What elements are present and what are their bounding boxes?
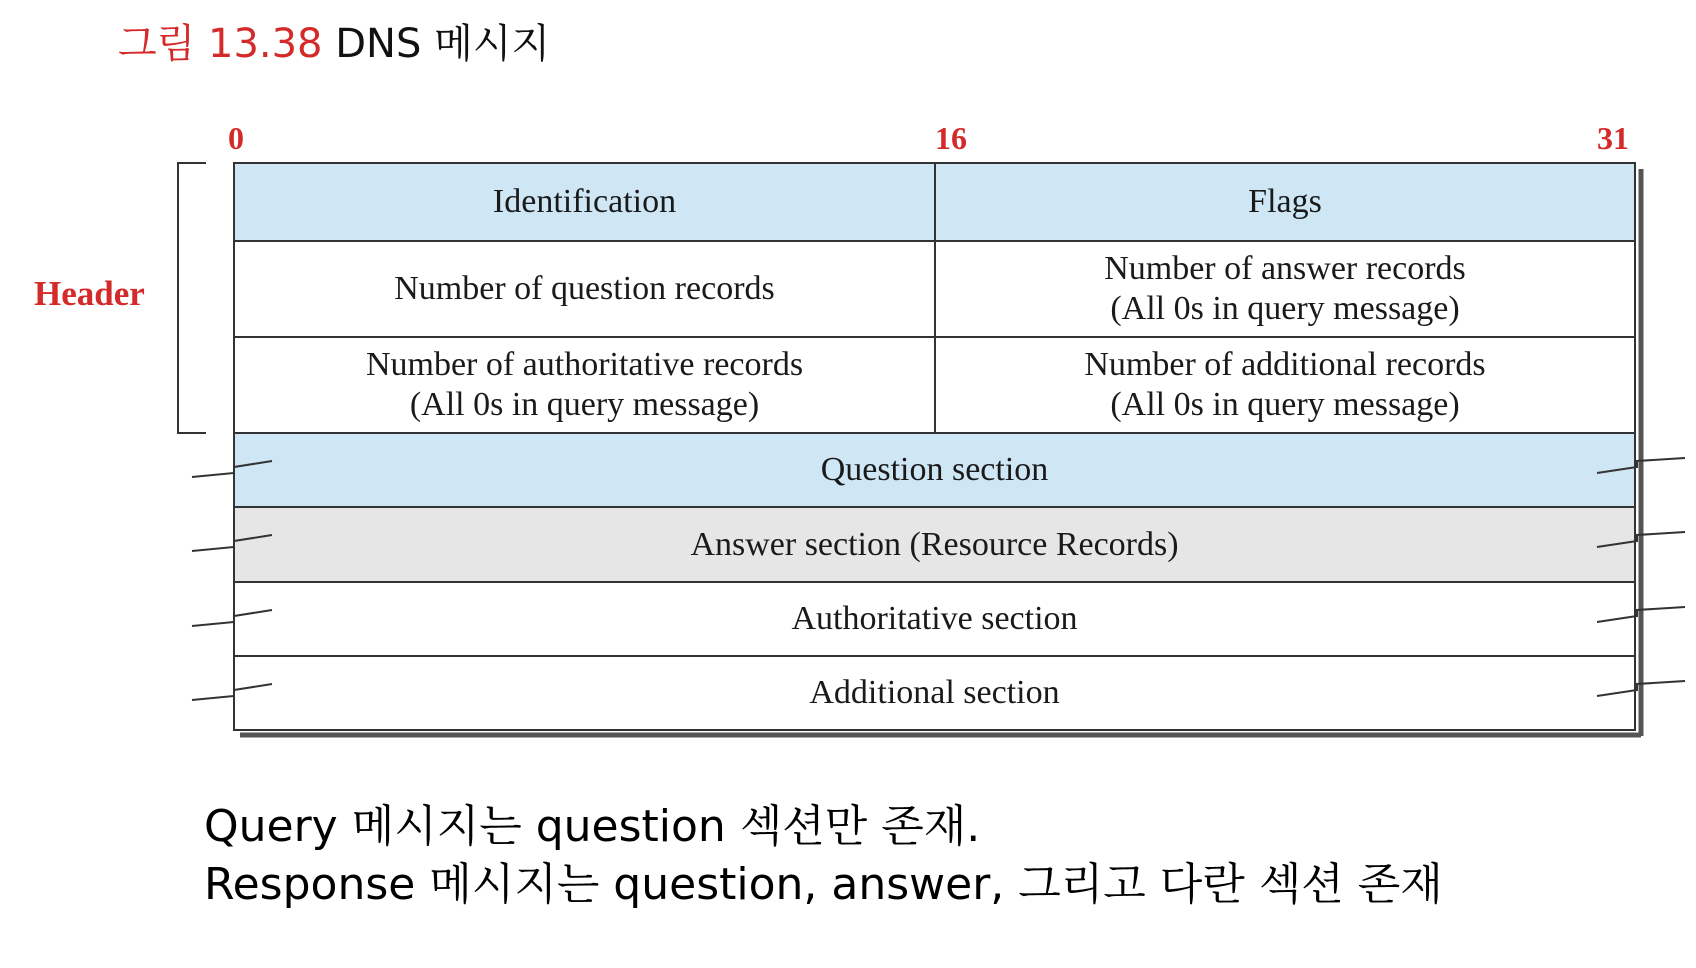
additional-records-note: (All 0s in query message) (1110, 386, 1460, 423)
figure-name: DNS 메시지 (335, 21, 550, 67)
header-bracket (178, 163, 206, 433)
answer-records-label: Number of answer records (1104, 250, 1466, 287)
identification-label: Identification (492, 183, 677, 220)
additional-records-label: Number of additional records (1084, 346, 1486, 383)
note-response: Response 메시지는 question, answer, 그리고 다란 섹션 존재 (204, 859, 1443, 910)
answer-section-label: Answer section (Resource Records) (690, 525, 1179, 563)
figure-number: 그림 13.38 (118, 21, 323, 67)
flags-label: Flags (1248, 183, 1322, 220)
bit-label-0: 0 (228, 120, 244, 156)
authoritative-records-note: (All 0s in query message) (409, 386, 760, 423)
additional-section-label: Additional section (809, 674, 1060, 711)
authoritative-section-label: Authoritative section (791, 600, 1078, 637)
bit-label-16: 16 (935, 120, 967, 156)
authoritative-records-label: Number of authoritative records (365, 346, 804, 383)
question-records-label: Number of question records (394, 270, 775, 307)
answer-records-note: (All 0s in query message) (1110, 290, 1460, 327)
header-label: Header (34, 274, 145, 313)
bit-label-31: 31 (1597, 120, 1629, 156)
left-break-marks (192, 461, 272, 700)
note-query: Query 메시지는 question 섹션만 존재. (204, 801, 981, 852)
question-section-label: Question section (820, 451, 1049, 488)
